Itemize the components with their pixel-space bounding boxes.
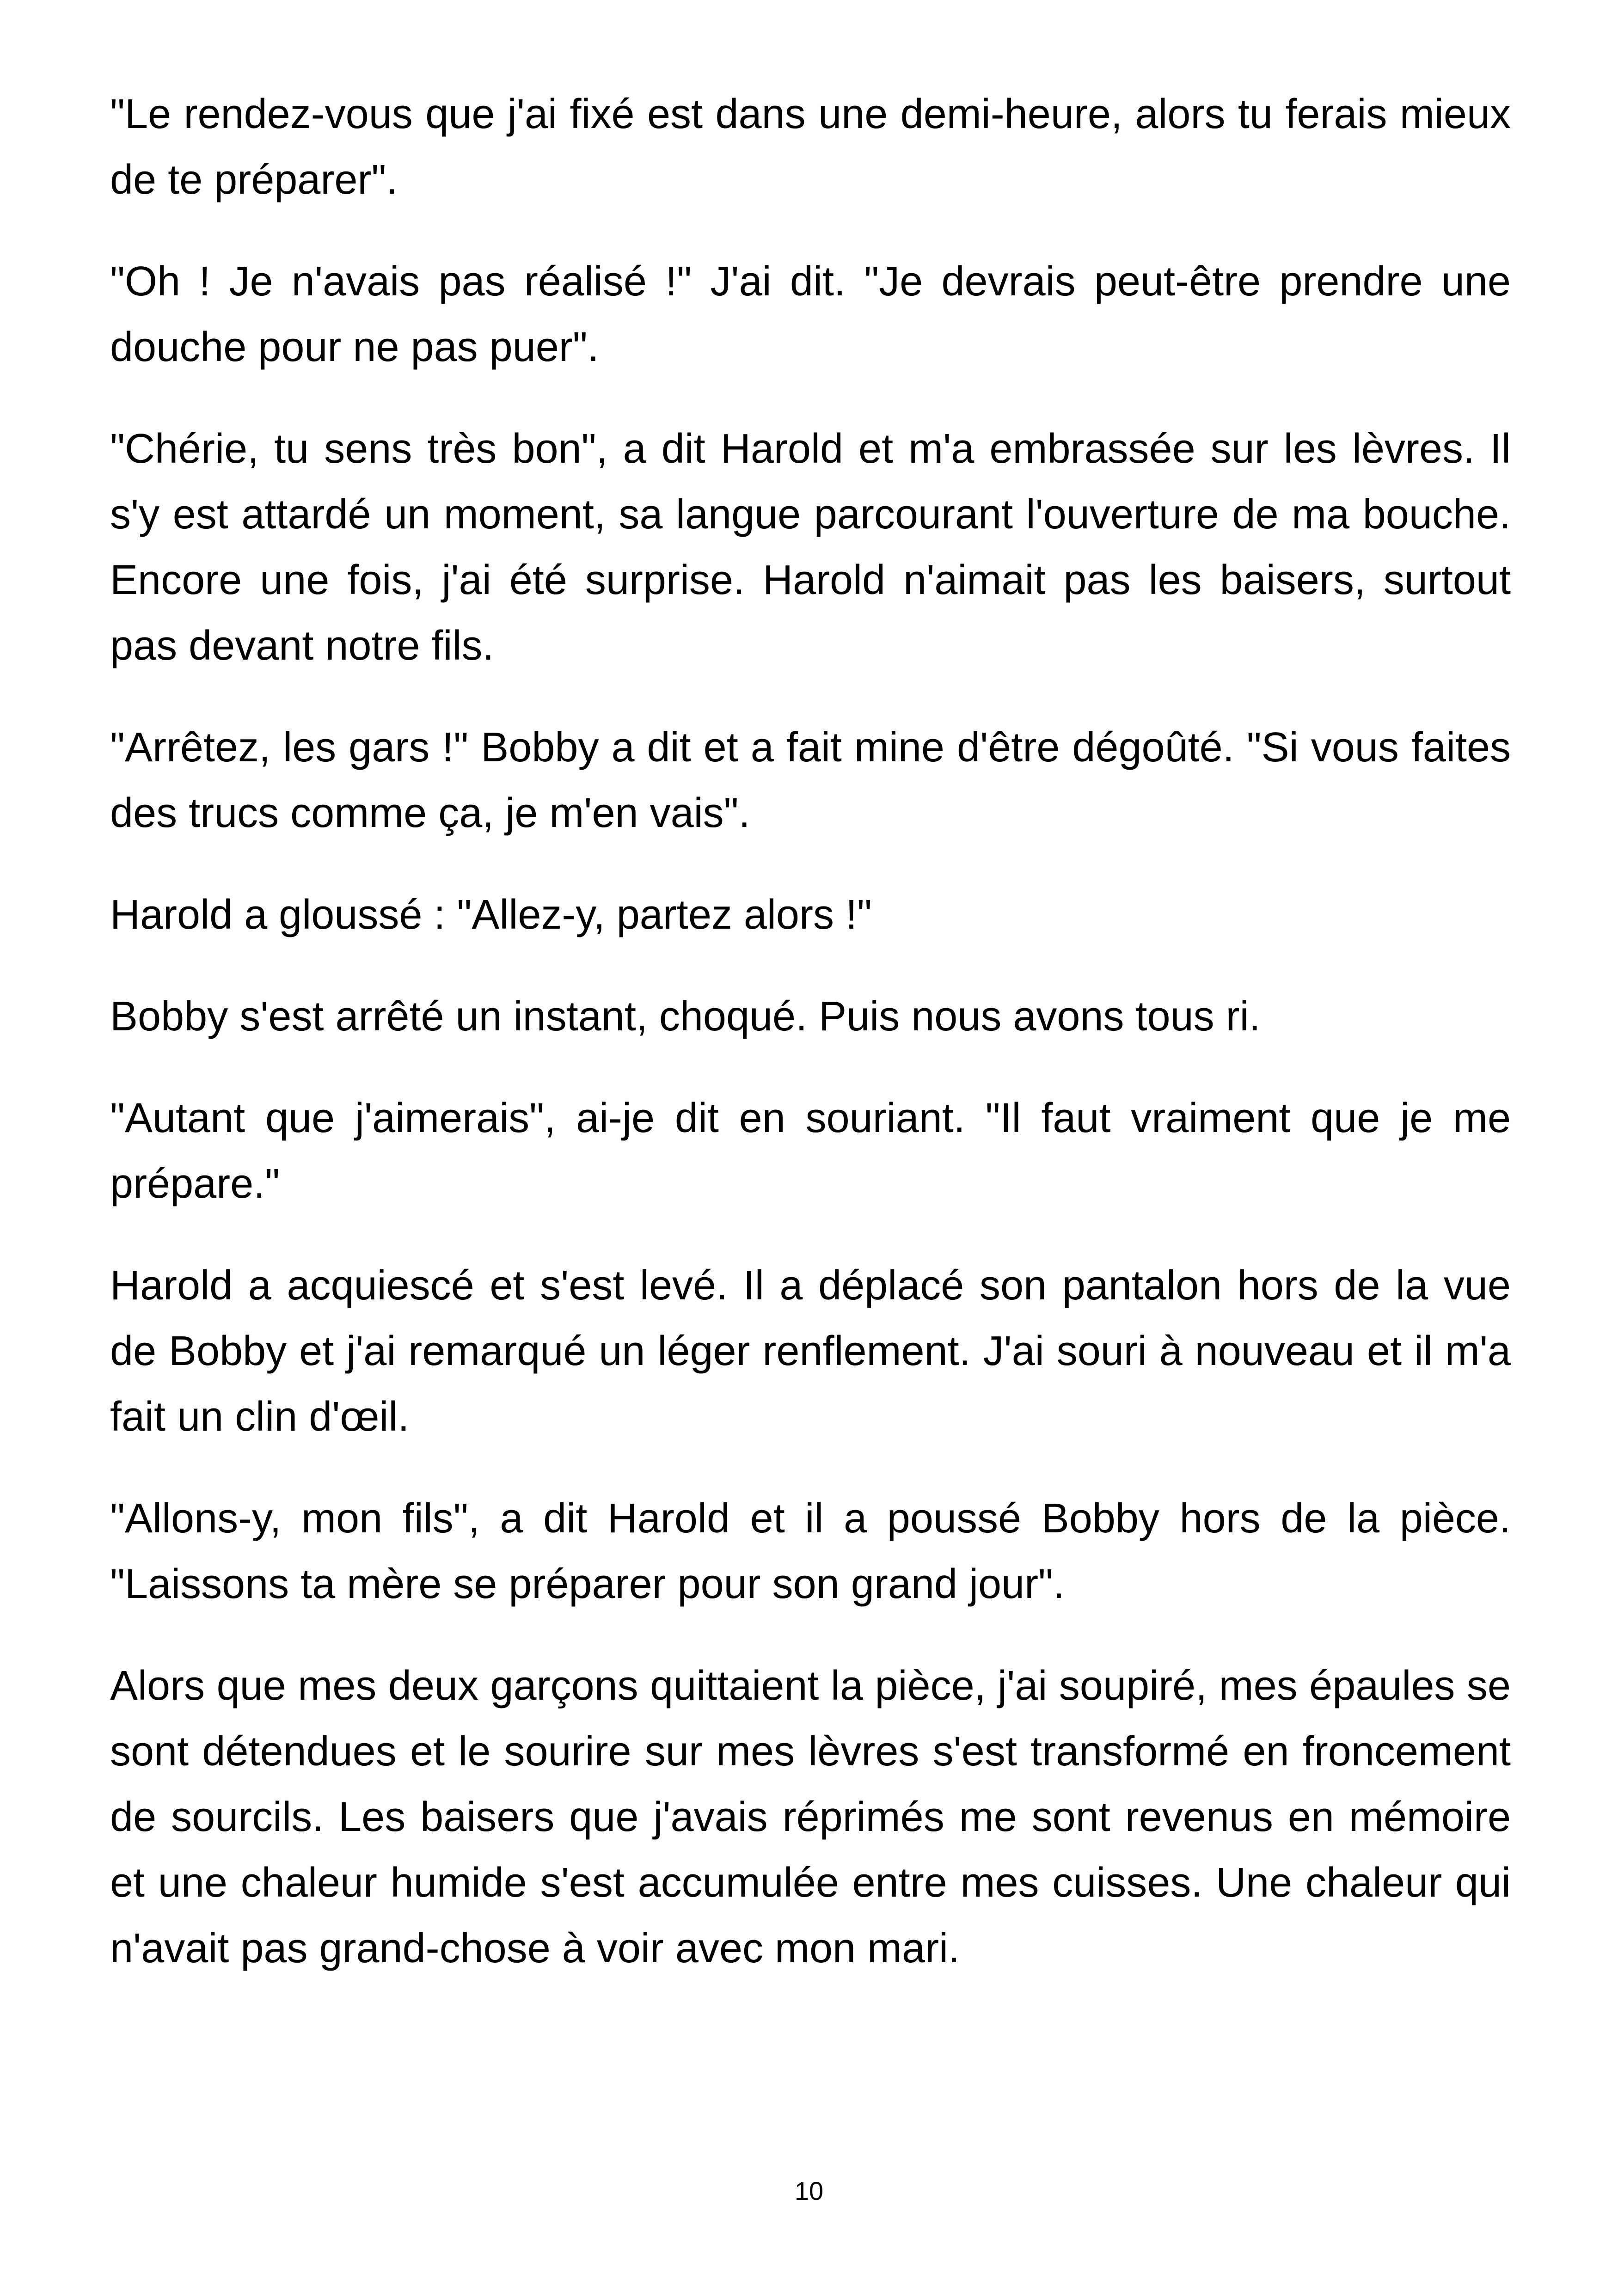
paragraph: "Autant que j'aimerais", ai-je dit en souriant. "Il faut vraiment que je me prépare." bbox=[110, 1095, 1511, 1207]
paragraph: Harold a gloussé : "Allez-y, partez alors !" bbox=[110, 892, 872, 938]
paragraph: Alors que mes deux garçons quittaient la pièce, j'ai soupiré, mes épaules se sont détendues et le sourire sur mes lèvres s'est transformé en froncement de sourcils. Les baisers que j'avais réprimés me sont revenus en mémoire et une chaleur humide s'est accumulée entre mes cuisses. Une chaleur qui n'avait pas grand-chose à voir avec mon mari. bbox=[110, 1663, 1511, 1971]
paragraph: "Arrêtez, les gars !" Bobby a dit et a fait mine d'être dégoûté. "Si vous faites des trucs comme ça, je m'en vais". bbox=[110, 724, 1511, 836]
paragraph: "Oh ! Je n'avais pas réalisé !" J'ai dit. "Je devrais peut-être prendre une douche pour ne pas puer". bbox=[110, 258, 1511, 370]
paragraph: "Chérie, tu sens très bon", a dit Harold et m'a embrassée sur les lèvres. Il s'y est attardé un moment, sa langue parcourant l'ouverture de ma bouche. Encore une fois, j'ai été surprise. Harold n'aimait pas les baisers, surtout pas devant notre fils. bbox=[110, 426, 1511, 669]
page-number: 10 bbox=[794, 2176, 824, 2205]
paragraph: Harold a acquiescé et s'est levé. Il a déplacé son pantalon hors de la vue de Bobby et j'ai remarqué un léger renflement. J'ai souri à nouveau et il m'a fait un clin d'œil. bbox=[110, 1262, 1511, 1440]
paragraph: "Allons-y, mon fils", a dit Harold et il a poussé Bobby hors de la pièce. "Laissons ta mère se préparer pour son grand jour". bbox=[110, 1495, 1511, 1607]
paragraph: Bobby s'est arrêté un instant, choqué. Puis nous avons tous ri. bbox=[110, 993, 1261, 1040]
text-body bbox=[110, 81, 1511, 2017]
paragraph: "Le rendez-vous que j'ai fixé est dans une demi-heure, alors tu ferais mieux de te préparer". bbox=[110, 91, 1511, 203]
